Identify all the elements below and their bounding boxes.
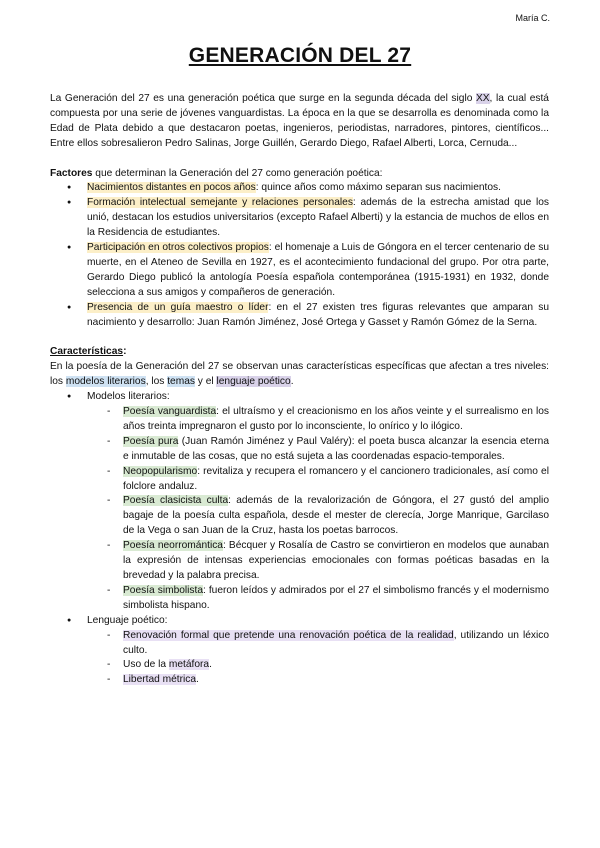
- page-title: GENERACIÓN DEL 27: [188, 44, 412, 67]
- caracteristicas-intro: En la poesía de la Generación del 27 se observan unas características específicas que afectan a tres niveles: los modelos literarios, los temas y el lenguaje poético.: [50, 361, 549, 388]
- list-item: - Poesía pura (Juan Ramón Jiménez y Paul Valéry): el poeta busca alcanzar la esencia eterna e inmutable de las cosas, que no está sujeta a las coordenadas espacio-temporales.: [123, 435, 549, 465]
- modelos-list: [87, 405, 549, 614]
- list-item: ● Participación en otros colectivos propios: el homenaje a Luis de Góngora en el tercer centenario de su muerte, en el Ateneo de Sevilla en 1927, es el acontecimiento fundacional del grupo. Por otra parte, Gerardo Diego publicó la antología Poesía española contemporánea (1915-1931) en 1932, donde selecciona a sus amigos y compañeros de generación.: [87, 241, 549, 301]
- intro-paragraph: La Generación del 27 es una generación poética que surge en la segunda década del siglo XX, la cual está compuesta por una serie de jóvenes vanguardistas. La época en la que se desarrolla es denominada como la Edad de Plata debido a que destacaron poetas, ingenieros, periodistas, narradores, pintores, científicos... Entre ellos sobresalieron Pedro Salinas, Jorge Guillén, Gerardo Diego, Rafael Alberti, Lorca, Cernuda...: [50, 93, 549, 149]
- list-item: - Libertad métrica.: [123, 673, 549, 688]
- list-item: ● Presencia de un guía maestro o líder: en el 27 existen tres figuras relevantes que amparan su nacimiento y desarrollo: Juan Ramón Jiménez, José Ortega y Gasset y Ramón Gómez de la Serna.: [87, 301, 549, 331]
- caracteristicas-list: [50, 390, 549, 688]
- document-body: [50, 92, 549, 688]
- list-item: ● Nacimientos distantes en pocos años: quince años como máximo separan sus nacimientos.: [87, 181, 549, 196]
- list-item: - Poesía neorromántica: Bécquer y Rosalía de Castro se convirtieron en modelos que aunaban la expresión de intensas experiencias emocionales con formas poéticas basadas en la brevedad y la palabra precisa.: [123, 539, 549, 584]
- factores-list: [50, 181, 549, 330]
- list-item: ● Modelos literarios: - Poesía vanguardista: el ultraísmo y el creacionismo en los años veinte y el surrealismo en los años treinta impregnaron el gusto por lo inconsciente, lo onírico y lo ilógico. - Poesía pura (Juan Ramón Jiménez y Paul Valéry): el poeta busca alcanzar la esencia eterna e inmutable de las cosas, que no está sujeta a las coordenadas espacio-temporales. - Neopopularismo: revitaliza y recupera el romancero y el cancionero tradicionales, así como el folclore andaluz. - Poesía clasicista culta: además de la revalorización de Góngora, el 27 gustó del amplio bagaje de la poesía culta española, desde el mester de clerecía, Jorge Manrique, Garcilaso de la Vega o san Juan de la Cruz, hasta los poetas barrocos. - Poesía neorromántica: Bécquer y Rosalía de Castro se convirtieron en modelos que aunaban la expresión de intensas experiencias emocionales con formas poéticas basadas en la brevedad y la palabra precisa. - Poesía simbolista: fueron leídos y admirados por el 27 el simbolismo francés y el modernismo simbolista hispano.: [87, 390, 549, 614]
- list-item: ● Lenguaje poético: - Renovación formal que pretende una renovación poética de la realidad, utilizando un léxico culto. - Uso de la metáfora. - Libertad métrica.: [87, 614, 549, 689]
- author-name: María C.: [515, 13, 550, 23]
- list-item: - Uso de la metáfora.: [123, 658, 549, 673]
- list-item: - Poesía vanguardista: el ultraísmo y el creacionismo en los años veinte y el surrealismo en los años treinta impregnaron el gusto por lo inconsciente, lo onírico y lo ilógico.: [123, 405, 549, 435]
- list-item: ● Formación intelectual semejante y relaciones personales: además de la estrecha amistad que los unió, destacan los estudios universitarios (excepto Rafael Alberti) y la estancia de muchos de ellos en la Residencia de estudiantes.: [87, 196, 549, 241]
- list-item: - Poesía simbolista: fueron leídos y admirados por el 27 el simbolismo francés y el modernismo simbolista hispano.: [123, 584, 549, 614]
- caracteristicas-heading: Características:: [50, 346, 127, 358]
- list-item: - Renovación formal que pretende una renovación poética de la realidad, utilizando un léxico culto.: [123, 629, 549, 659]
- list-item: - Neopopularismo: revitaliza y recupera el romancero y el cancionero tradicionales, así como el folclore andaluz.: [123, 465, 549, 495]
- factores-heading: Factores que determinan la Generación del 27 como generación poética:: [50, 167, 383, 179]
- lenguaje-list: [87, 629, 549, 689]
- list-item: - Poesía clasicista culta: además de la revalorización de Góngora, el 27 gustó del amplio bagaje de la poesía culta española, desde el mester de clerecía, Jorge Manrique, Garcilaso de la Vega o san Juan de la Cruz, hasta los poetas barrocos.: [123, 494, 549, 539]
